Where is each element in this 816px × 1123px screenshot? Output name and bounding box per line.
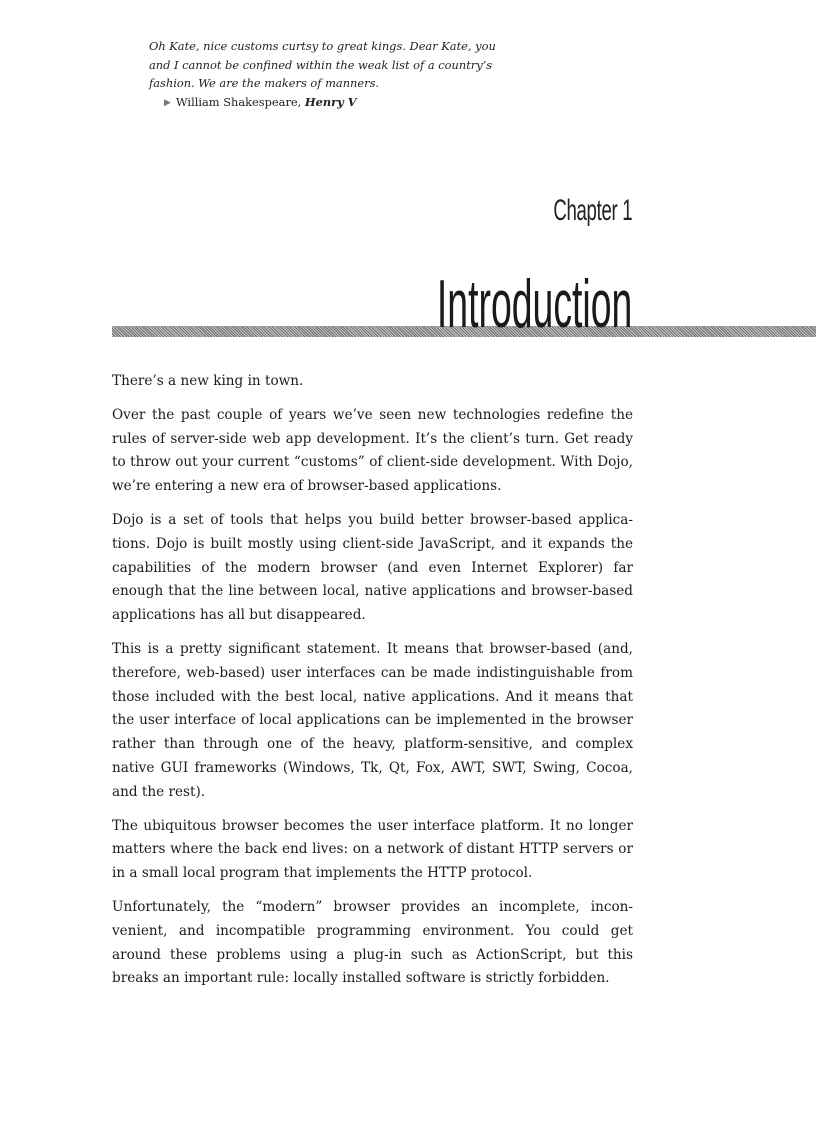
right-triangle-icon: ▶ [164, 98, 171, 108]
chapter-title: Introduction [436, 266, 632, 342]
chapter-number: Chapter 1 [553, 194, 632, 227]
epigraph-line: and I cannot be confined within the weak list of a country’s [149, 57, 493, 72]
paragraph: Dojo is a set of tools that helps you build better browser-based applications. Dojo is built mostly using client-side JavaScript, and it expands the capabilities of the modern browser (and even Internet Explorer) far enough that the line between local, native applications and browser-based applications has all but disappeared. [112, 511, 633, 624]
paragraph: Over the past couple of years we’ve seen new technologies redefine the rules of server-side web app development. It’s the client’s turn. Get ready to throw out your current “customs” of client-side development. With Dojo, we’re entering a new era of browser-based applications. [112, 406, 633, 495]
epigraph-attribution [164, 93, 357, 112]
epigraph-line: Oh Kate, nice customs curtsy to great kings. Dear Kate, you [149, 39, 496, 53]
body-text [112, 370, 633, 1001]
attribution-author: William Shakespeare, [175, 95, 302, 109]
paragraph: Unfortunately, the “modern” browser provides an incomplete, inconvenient, and incompatible programming environment. You could get around these problems using a plug-in such as ActionScript, but this breaks an important rule: locally installed software is strictly forbidden. [112, 898, 633, 987]
epigraph [149, 37, 509, 93]
attribution-work: Henry V [304, 95, 357, 109]
paragraph: The ubiquitous browser becomes the user interface platform. It no longer matters where the back end lives: on a network of distant HTTP servers or in a small local program that implements the HTTP protocol. [112, 817, 633, 882]
paragraph: This is a pretty significant statement. It means that browser-based (and, therefore, web-based) user interfaces can be made indistinguishable from those included with the best local, native applications. And it means that the user interface of local applications can be implemented in the browser rather than through one of the heavy, platform-sensitive, and complex native GUI frameworks (Windows, Tk, Qt, Fox, AWT, SWT, Swing, Cocoa, and the rest). [112, 640, 633, 800]
paragraph: There’s a new king in town. [112, 373, 304, 389]
epigraph-line: fashion. We are the makers of manners. [149, 76, 380, 90]
